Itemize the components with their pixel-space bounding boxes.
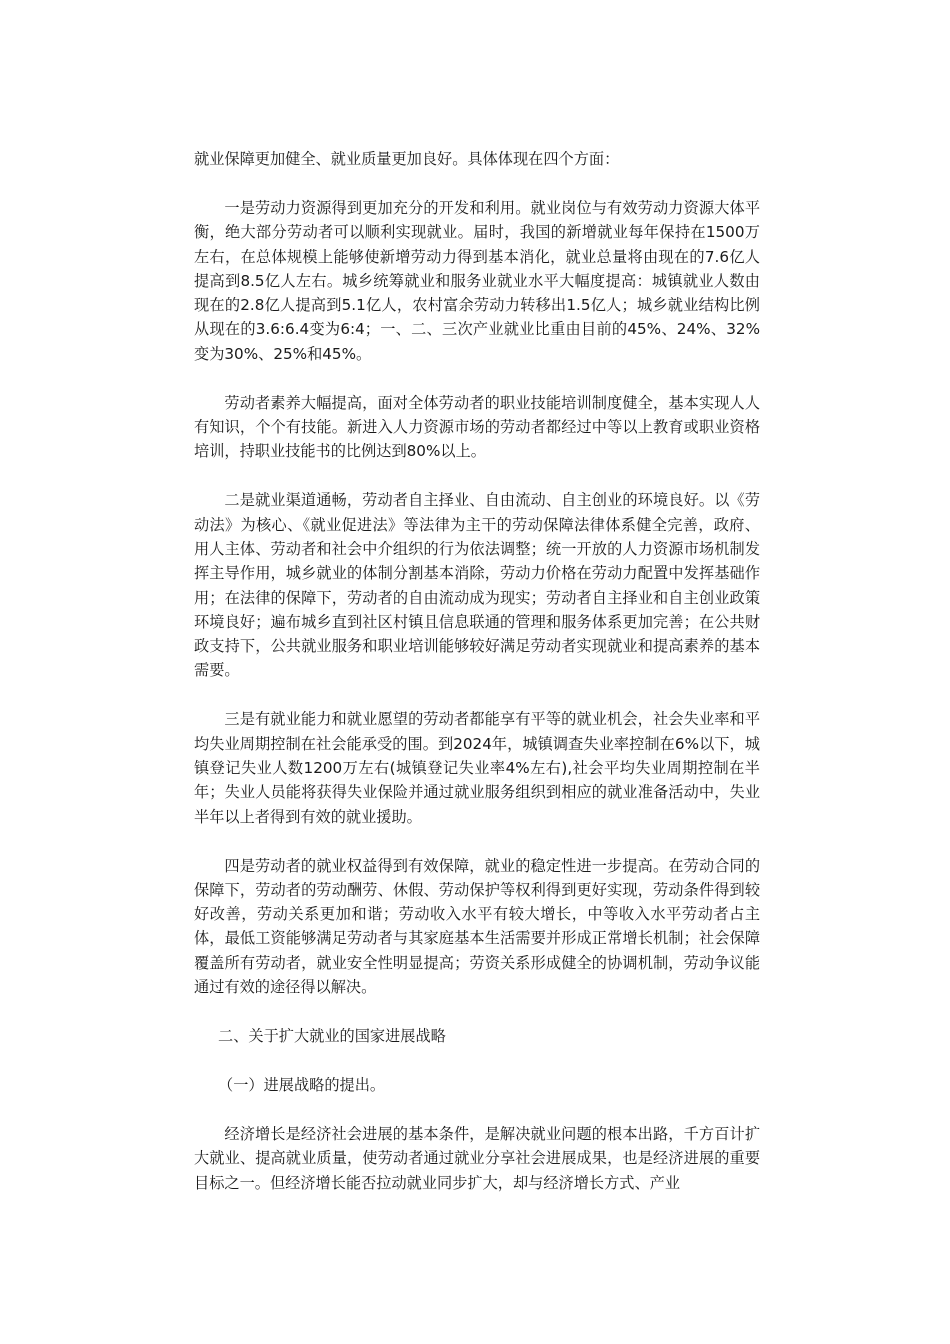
document-page <box>194 147 760 1220</box>
paragraph-point-three: 三是有就业能力和就业愿望的劳动者都能享有平等的就业机会，社会失业率和平均失业周期控制在社会能承受的围。到2024年，城镇调查失业率控制在6%以下，城镇登记失业人数1200万左右(城镇登记失业率4%左右),社会平均失业周期控制在半年；失业人员能将获得失业保险并通过就业服务组织到相应的就业准备活动中，失业半年以上者得到有效的就业援助。 <box>194 710 760 826</box>
paragraph-intro: 就业保障更加健全、就业质量更加良好。具体体现在四个方面： <box>194 150 620 168</box>
paragraph-worker-quality: 劳动者素养大幅提高，面对全体劳动者的职业技能培训制度健全，基本实现人人有知识，个个有技能。新进入人力资源市场的劳动者都经过中等以上教育或职业资格培训，持职业技能书的比例达到80%以上。 <box>194 393 760 461</box>
paragraph-closing: 经济增长是经济社会进展的基本条件，是解决就业问题的根本出路，千方百计扩大就业、提高就业质量，使劳动者通过就业分享社会进展成果，也是经济进展的重要目标之一。但经济增长能否拉动就业同步扩大，却与经济增长方式、产业 <box>194 1125 760 1192</box>
paragraph-point-one: 一是劳动力资源得到更加充分的开发和利用。就业岗位与有效劳动力资源大体平衡，绝大部分劳动者可以顺利实现就业。届时，我国的新增就业每年保持在1500万左右，在总体规模上能够使新增劳动力得到基本消化，就业总量将由现在的7.6亿人提高到8.5亿人左右。城乡统筹就业和服务业就业水平大幅度提高：城镇就业人数由现在的2.8亿人提高到5.1亿人，农村富余劳动力转移出1.5亿人；城乡就业结构比例从现在的3.6:6.4变为6:4；一、二、三次产业就业比重由目前的45%、24%、32%变为30%、25%和45%。 <box>194 198 760 363</box>
paragraph-point-two: 二是就业渠道通畅，劳动者自主择业、自由流动、自主创业的环境良好。以《劳动法》为核心、《就业促进法》等法律为主干的劳动保障法律体系健全完善，政府、用人主体、劳动者和社会中介组织的行为依法调整；统一开放的人力资源市场机制发挥主导作用，城乡就业的体制分割基本消除，劳动力价格在劳动力配置中发挥基础作用；在法律的保障下，劳动者的自由流动成为现实；劳动者自主择业和自主创业政策环境良好；遍布城乡直到社区村镇且信息联通的管理和服务体系更加完善；在公共财政支持下，公共就业服务和职业培训能够较好满足劳动者实现就业和提高素养的基本需要。 <box>194 491 760 680</box>
subsection-heading: （一）进展战略的提出。 <box>218 1076 386 1095</box>
section-heading: 二、关于扩大就业的国家进展战略 <box>218 1027 446 1046</box>
paragraph-point-four: 四是劳动者的就业权益得到有效保障，就业的稳定性进一步提高。在劳动合同的保障下，劳动者的劳动酬劳、休假、劳动保护等权利得到更好实现，劳动条件得到较好改善，劳动关系更加和谐；劳动收入水平有较大增长，中等收入水平劳动者占主体，最低工资能够满足劳动者与其家庭基本生活需要并形成正常增长机制；社会保障覆盖所有劳动者，就业安全性明显提高；劳资关系形成健全的协调机制，劳动争议能通过有效的途径得以解决。 <box>194 856 760 997</box>
